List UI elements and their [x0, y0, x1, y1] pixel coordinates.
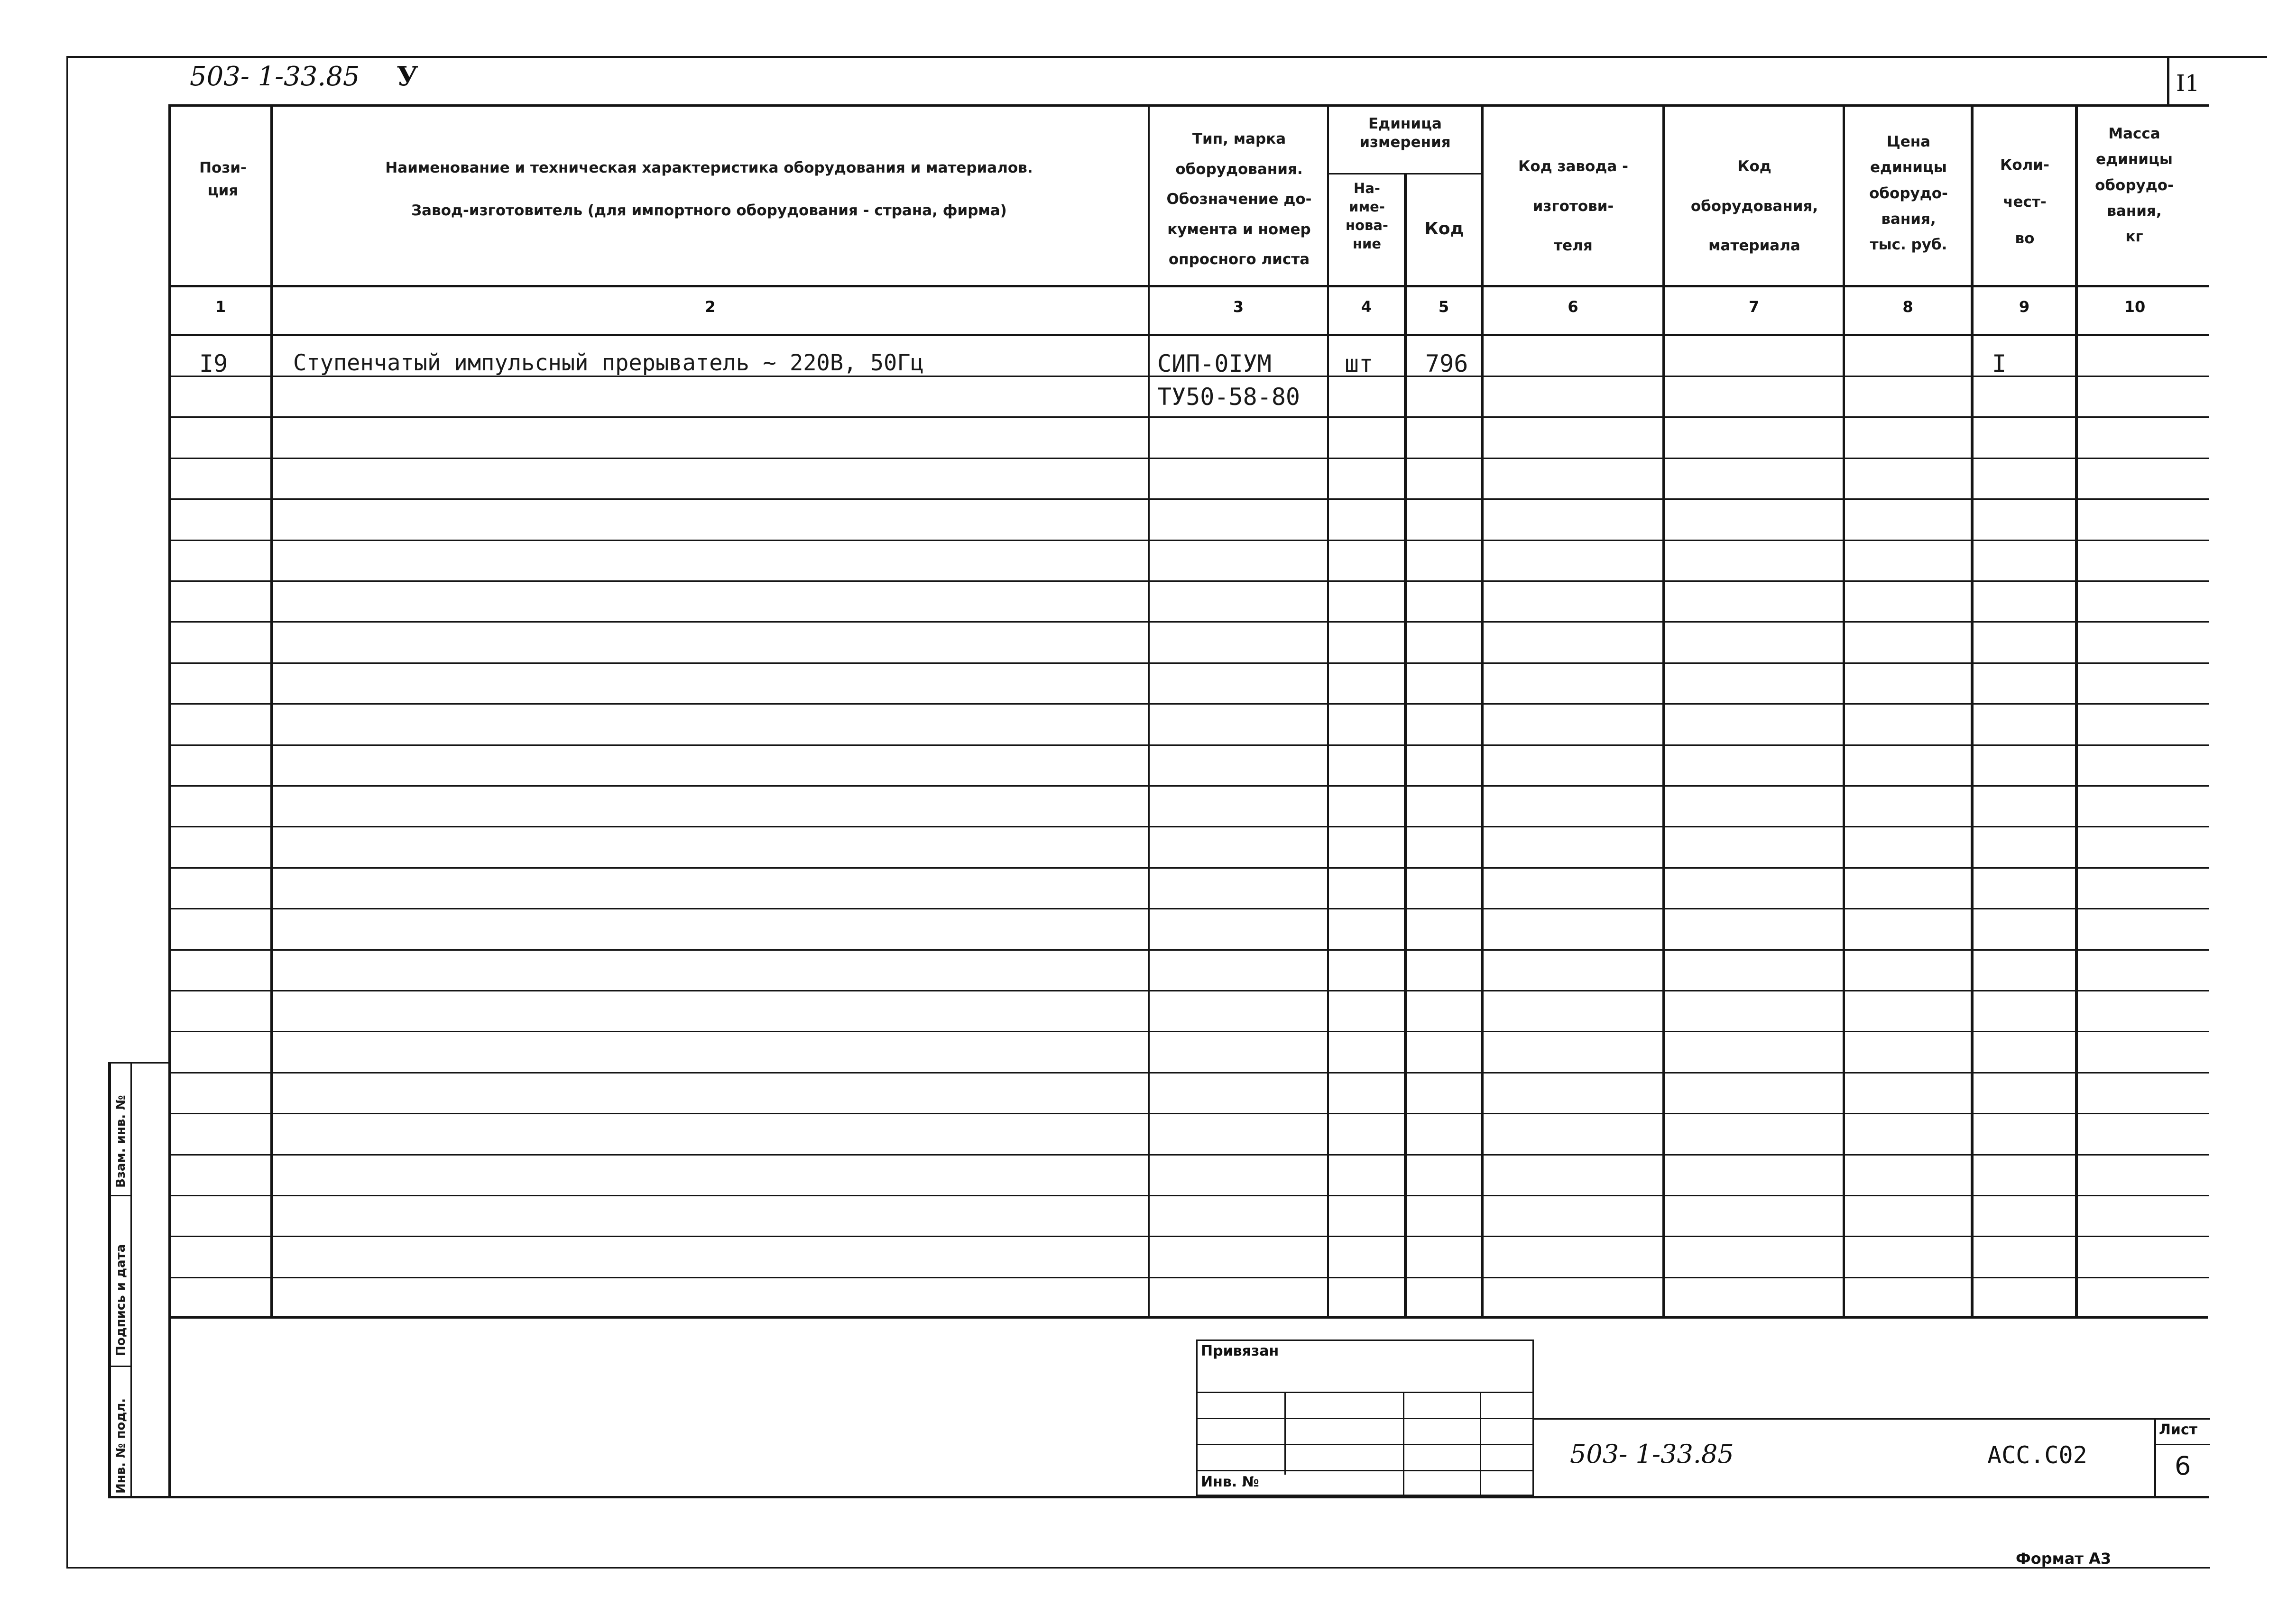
table-row-line: [170, 990, 2209, 991]
table-row-line: [170, 540, 2209, 541]
col-num-8: 8: [1902, 298, 1913, 316]
col-num-1: 1: [215, 298, 226, 316]
table-row-line: [170, 826, 2209, 827]
binding-col-3: [1480, 1392, 1481, 1496]
row-unit-code: 796: [1425, 350, 1468, 377]
col-line-5: [1481, 104, 1484, 1318]
stamp-sheet-number: 6: [2175, 1451, 2191, 1481]
binding-col-2: [1403, 1392, 1404, 1496]
table-row-line: [170, 1195, 2209, 1196]
col-num-5: 5: [1438, 298, 1449, 316]
table-row-line: [170, 867, 2209, 869]
col-num-3: 3: [1233, 298, 1244, 316]
side-label-podpis: Подпись и дата: [114, 1244, 128, 1356]
col-header-2: Наименование и техническая характеристика оборудования и материалов. Завод-изготовитель (для импортного оборудования - страна, фирма): [385, 159, 1033, 219]
col-line-8: [1971, 104, 1974, 1318]
header-bottom-line: [170, 285, 2209, 287]
format-label: Формат А3: [2016, 1550, 2112, 1568]
col-num-7: 7: [1748, 298, 1760, 316]
table-row-line: [170, 458, 2209, 459]
col-line-1: [270, 104, 273, 1318]
row-name: Ступенчатый импульсный прерыватель ~ 220В, 50Гц: [293, 350, 924, 376]
table-bottom-line: [168, 1316, 2208, 1319]
col-num-10: 10: [2124, 298, 2146, 316]
col-num-2: 2: [705, 298, 716, 316]
table-row-line: [170, 1277, 2209, 1278]
table-row-line: [170, 908, 2209, 909]
row-position: I9: [199, 350, 228, 377]
row-type-line1: СИП-0IУМ: [1157, 350, 1272, 377]
unit-subheader-line: [1328, 173, 1482, 174]
frame-top-line: [66, 56, 2267, 58]
col-header-6: Код завода - изготови- теля: [1518, 158, 1628, 255]
col-header-10: Масса единицы оборудо- вания, кг: [2095, 125, 2174, 245]
inv-no-label: Инв. №: [1201, 1474, 1259, 1490]
stamp-top-line: [1534, 1418, 2210, 1420]
binding-line-1: [1196, 1392, 1534, 1393]
col-line-9: [2075, 104, 2078, 1318]
row-type-line2: ТУ50-58-80: [1157, 383, 1301, 411]
unit-group-header: Единица измерения: [1359, 115, 1451, 151]
stamp-sheet-sep: [2154, 1444, 2210, 1445]
stamp-sheet-label: Лист: [2159, 1422, 2198, 1438]
stamp-doc-mark: АСС.С02: [1987, 1441, 2087, 1469]
side-stamp-mid-line: [130, 1062, 132, 1498]
table-row-line: [170, 1031, 2209, 1032]
table-row-line: [170, 1154, 2209, 1156]
table-row-line: [170, 416, 2209, 418]
col-header-4: На- име- нова- ние: [1346, 180, 1388, 252]
table-row-line: [170, 744, 2209, 746]
table-top-line: [170, 104, 2209, 107]
table-row-line: [170, 703, 2209, 705]
table-row-line: [170, 949, 2209, 951]
table-row-line: [170, 1236, 2209, 1237]
binding-line-3: [1196, 1444, 1534, 1445]
col-header-3: Тип, марка оборудования. Обозначение до- кумента и номер опросного листа: [1166, 130, 1312, 268]
row-quantity: I: [1992, 350, 2007, 377]
colnum-bottom-line: [170, 334, 2209, 336]
col-num-9: 9: [2019, 298, 2030, 316]
col-header-1: Пози- ция: [199, 159, 247, 200]
frame-right-tick: [2167, 57, 2169, 104]
stamp-sheet-line: [2154, 1418, 2156, 1498]
side-stamp-bottom: [108, 1496, 2209, 1498]
col-line-3: [1327, 104, 1329, 1318]
col-line-7: [1843, 104, 1845, 1318]
corner-mark: I1: [2176, 70, 2200, 97]
side-label-vzam: Взам. инв. №: [114, 1095, 128, 1188]
side-stamp-top: [108, 1062, 170, 1064]
binding-col-1: [1284, 1392, 1286, 1475]
side-stamp-left-line: [108, 1062, 111, 1498]
col-num-6: 6: [1568, 298, 1578, 316]
table-row-line: [170, 621, 2209, 623]
frame-bottom-line: [66, 1567, 2210, 1569]
col-header-5: Код: [1424, 219, 1464, 239]
doc-code-suffix: У: [397, 61, 418, 92]
table-row-line: [170, 498, 2209, 500]
col-line-2: [1148, 104, 1150, 1318]
side-stamp-sep-1: [108, 1195, 132, 1196]
table-row-line: [170, 662, 2209, 664]
doc-code-top-text: 503- 1-33.85: [190, 61, 360, 92]
col-header-9: Коли- чест- во: [2000, 156, 2049, 247]
binding-label: Привязан: [1201, 1343, 1279, 1359]
side-stamp-sep-2: [108, 1366, 132, 1367]
table-row-line: [170, 580, 2209, 582]
col-line-6: [1662, 104, 1665, 1318]
col-num-4: 4: [1361, 298, 1372, 316]
col-header-7: Код оборудования, материала: [1690, 158, 1818, 255]
binding-line-2: [1196, 1418, 1534, 1419]
col-header-8: Цена единицы оборудо- вания, тыс. руб.: [1869, 133, 1948, 253]
frame-left-line: [66, 56, 68, 1569]
row-unit: шт: [1345, 350, 1374, 377]
side-label-inv-podl: Инв. № подл.: [114, 1398, 128, 1494]
stamp-doc-code: 503- 1-33.85: [1570, 1439, 1734, 1469]
doc-code-top: [190, 61, 418, 92]
table-row-line: [170, 1072, 2209, 1073]
table-row-line: [170, 1113, 2209, 1114]
table-row-line: [170, 785, 2209, 787]
binding-line-4: [1196, 1470, 1534, 1471]
